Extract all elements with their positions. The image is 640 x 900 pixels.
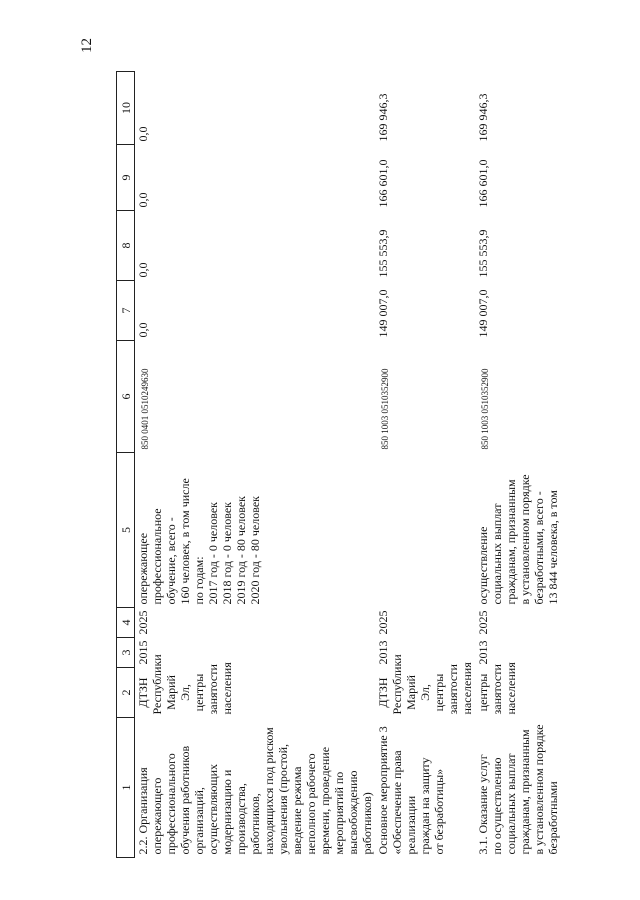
measure-name-cell: [375, 718, 475, 858]
measure-name-line: высвобождению: [346, 770, 360, 855]
result-cell: [375, 453, 475, 608]
rotated-page: [116, 72, 560, 858]
result-line: 2020 год - 80 человек: [248, 496, 262, 605]
result-line: 160 человек, в том числе: [178, 478, 192, 605]
amount-cell-v8: 155 553,9: [476, 229, 490, 278]
measure-name-line: Основное мероприятие 3: [376, 726, 390, 855]
measure-name-line: 2.2. Организация: [136, 767, 150, 855]
result-cell: [475, 453, 561, 608]
result-line: обучение, всего -: [164, 517, 178, 605]
measure-name-line: находящихся под риском: [262, 727, 276, 855]
start-year-cell: 2015: [136, 640, 150, 665]
responsible-line: ДТЗН: [136, 677, 150, 708]
result-line: безработными, всего -: [532, 491, 546, 605]
table-row: [475, 72, 561, 858]
responsible-line: населения: [504, 662, 518, 715]
measure-name-line: в установленном порядке: [532, 724, 546, 855]
responsible-line: Марий Эл,: [404, 675, 432, 710]
result-line: 2019 год - 80 человек: [234, 496, 248, 605]
measure-name-line: производства,: [234, 783, 248, 855]
measure-name-cell: [475, 718, 561, 858]
responsible-cell: [375, 654, 475, 718]
column-header: 5: [117, 453, 135, 608]
amount-cell-v9: 166 601,0: [376, 159, 390, 208]
end-year-cell: 2025: [136, 610, 150, 635]
responsible-line: населения: [220, 662, 234, 715]
page-number: 12: [79, 38, 95, 53]
result-line: социальных выплат: [490, 503, 504, 605]
measure-name-line: обучения работников: [178, 745, 192, 855]
end-year-cell: 2025: [476, 610, 490, 635]
measure-name-line: увольнения (простой,: [276, 743, 290, 855]
responsible-cell: [475, 662, 561, 718]
result-line: 2018 год - 0 человек: [220, 502, 234, 605]
start-year-cell: 2013: [376, 640, 390, 665]
measure-name-line: по осуществлению: [490, 757, 504, 855]
measure-name-line: профессионального: [164, 753, 178, 855]
header-row: [117, 72, 135, 858]
responsible-line: занятости: [446, 664, 460, 715]
column-header: 2: [117, 668, 135, 718]
measure-name-line: «Обеспечение права: [390, 750, 404, 855]
table-row: [375, 72, 475, 858]
result-line: по годам:: [192, 556, 206, 605]
amount-cell-v10: 169 946,3: [476, 93, 490, 142]
column-header: 3: [117, 638, 135, 668]
result-line: осуществление: [476, 526, 490, 605]
table-row: [135, 72, 376, 858]
measure-name-line: осуществляющих: [206, 763, 220, 855]
responsible-line: центры: [432, 673, 446, 712]
budget-code-cell: 850 1003 0510352900: [480, 368, 490, 450]
responsible-line: ДТЗН: [376, 677, 390, 708]
program-table: [116, 71, 561, 858]
responsible-line: занятости: [206, 664, 220, 715]
measure-name-line: от безработицы»: [432, 768, 446, 855]
responsible-line: Республики: [150, 654, 164, 715]
column-header: 7: [117, 281, 135, 341]
start-year-cell: 2013: [476, 640, 490, 665]
measure-name-line: реализации: [404, 795, 418, 855]
amount-cell-v7: 0,0: [136, 322, 150, 338]
responsible-line: занятости: [490, 664, 504, 715]
measure-name-line: безработными: [546, 781, 560, 855]
column-header: 8: [117, 211, 135, 281]
result-line: профессиональное: [150, 508, 164, 605]
responsible-line: населения: [460, 662, 474, 715]
budget-code-cell: 850 0401 0510249630: [140, 368, 150, 450]
measure-name-line: мероприятий по: [332, 771, 346, 855]
column-header: 4: [117, 608, 135, 638]
responsible-line: Республики: [390, 654, 404, 715]
result-line: гражданам, признанным: [504, 479, 518, 605]
responsible-line: Марий Эл,: [164, 675, 192, 710]
measure-name-line: социальных выплат: [504, 753, 518, 855]
measure-name-line: времени, проведение: [318, 746, 332, 855]
amount-cell-v7: 149 007,0: [476, 289, 490, 338]
result-line: 13 844 человека, в том: [546, 490, 560, 605]
measure-name-line: граждан на защиту: [418, 757, 432, 855]
end-year-cell: 2025: [376, 610, 390, 635]
amount-cell-v8: 155 553,9: [376, 229, 390, 278]
column-header: 6: [117, 341, 135, 453]
result-line: в установленном порядке: [518, 474, 532, 605]
responsible-cell: [135, 654, 376, 718]
amount-cell-v10: 0,0: [136, 126, 150, 142]
amount-cell-v9: 166 601,0: [476, 159, 490, 208]
measure-name-cell: [135, 718, 376, 858]
column-header: 10: [117, 72, 135, 145]
budget-code-cell: 850 1003 0510352900: [380, 368, 390, 450]
column-header: 9: [117, 145, 135, 211]
column-header: 1: [117, 718, 135, 858]
amount-cell-v10: 169 946,3: [376, 93, 390, 142]
result-cell: [135, 453, 376, 608]
measure-name-line: гражданам, признанным: [518, 729, 532, 855]
measure-name-line: опережающего: [150, 777, 164, 855]
measure-name-line: работников,: [248, 793, 262, 855]
amount-cell-v9: 0,0: [136, 192, 150, 208]
amount-cell-v7: 149 007,0: [376, 289, 390, 338]
measure-name-line: 3.1. Оказание услуг: [476, 754, 490, 855]
measure-name-line: введение режима: [290, 766, 304, 855]
responsible-line: центры: [476, 673, 490, 712]
measure-name-line: работников): [360, 792, 374, 855]
measure-name-line: неполного рабочего: [304, 753, 318, 855]
amount-cell-v8: 0,0: [136, 262, 150, 278]
measure-name-line: модернизацию и: [220, 769, 234, 855]
measure-name-line: организаций,: [192, 787, 206, 855]
result-line: опережающее: [136, 532, 150, 605]
responsible-line: центры: [192, 673, 206, 712]
result-line: 2017 год - 0 человек: [206, 502, 220, 605]
